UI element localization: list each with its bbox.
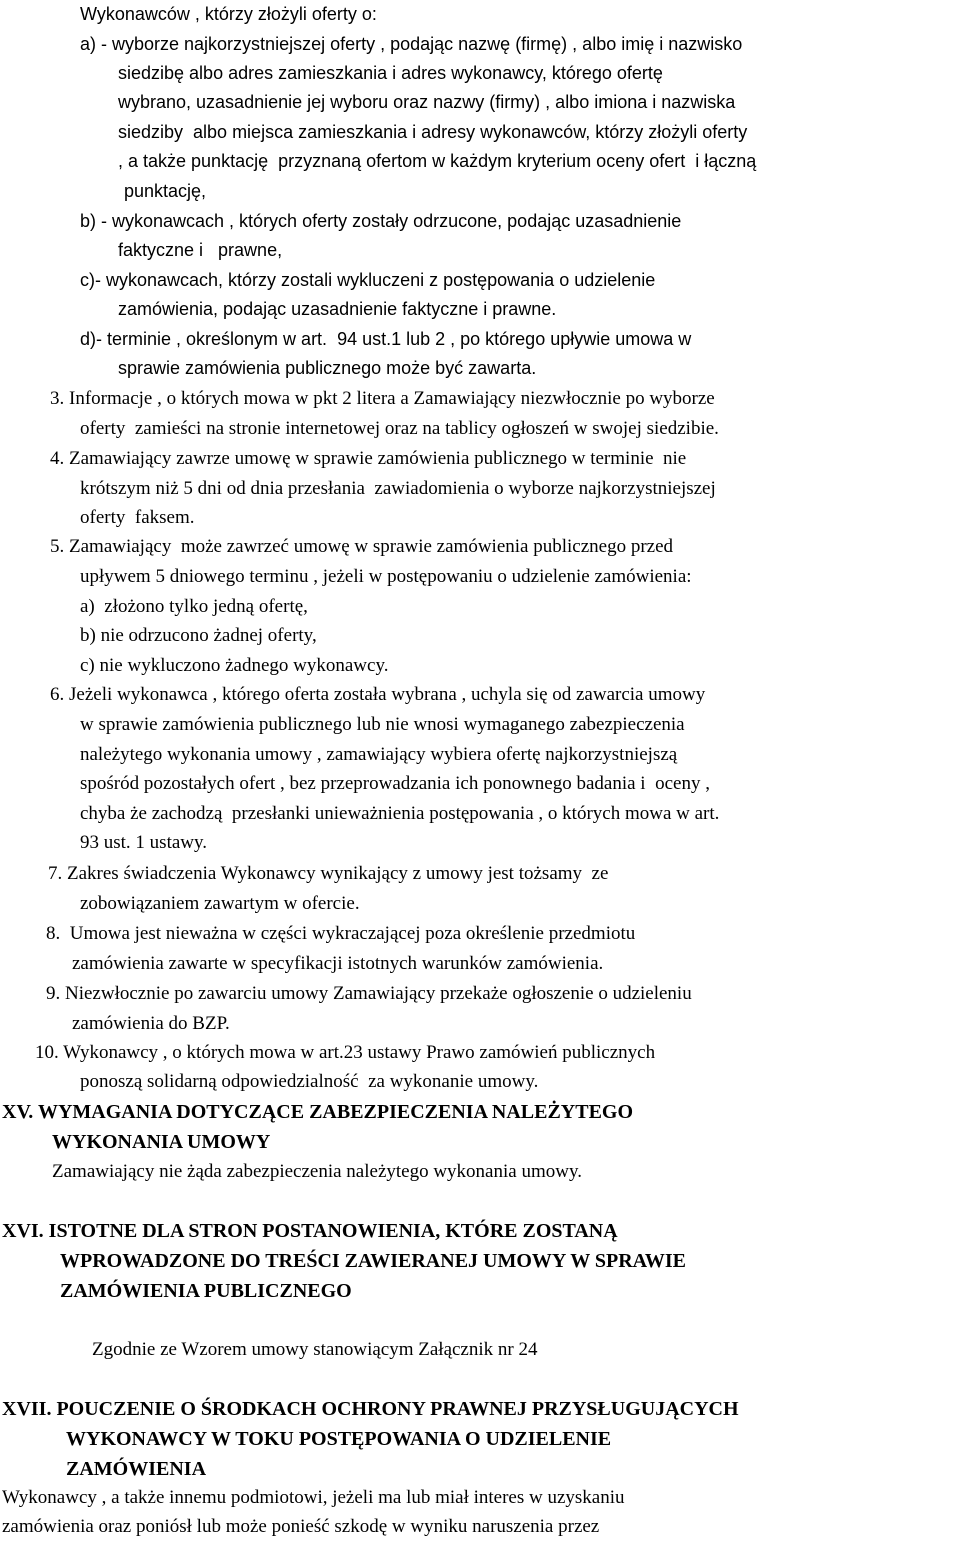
text-line: 7. Zakres świadczenia Wykonawcy wynikający z umowy jest tożsamy ze	[48, 863, 609, 884]
text-line: 5. Zamawiający może zawrzeć umowę w sprawie zamówienia publicznego przed	[50, 536, 674, 557]
section-heading: WPROWADZONE DO TREŚCI ZAWIERANEJ UMOWY W SPRAWIE	[60, 1250, 687, 1272]
text-line: 93 ust. 1 ustawy.	[80, 832, 208, 853]
text-line: sprawie zamówienia publicznego może być zawarta.	[118, 358, 537, 378]
text-line: 3. Informacje , o których mowa w pkt 2 litera a Zamawiający niezwłocznie po wyborze	[50, 388, 715, 409]
section-heading: XVII. POUCZENIE O ŚRODKACH OCHRONY PRAWNEJ PRZYSŁUGUJĄCYCH	[2, 1398, 739, 1420]
text-line: Zgodnie ze Wzorem umowy stanowiącym Załącznik nr 24	[92, 1339, 538, 1360]
text-line: krótszym niż 5 dni od dnia przesłania zawiadomienia o wyborze najkorzystniejszej	[80, 478, 716, 499]
text-line: zobowiązaniem zawartym w ofercie.	[80, 893, 360, 914]
text-line: wybrano, uzasadnienie jej wyboru oraz nazwy (firmy) , albo imiona i nazwiska	[118, 92, 736, 112]
section-heading: ZAMÓWIENIA	[66, 1458, 207, 1480]
section-heading: XV. WYMAGANIA DOTYCZĄCE ZABEZPIECZENIA NALEŻYTEGO	[2, 1101, 634, 1123]
text-line: w sprawie zamówienia publicznego lub nie wnosi wymaganego zabezpieczenia	[80, 714, 685, 735]
text-line: Wykonawców , którzy złożyli oferty o:	[80, 4, 377, 24]
text-line: upływem 5 dniowego terminu , jeżeli w postępowaniu o udzielenie zamówienia:	[80, 566, 692, 587]
text-line: zamówienia do BZP.	[72, 1013, 230, 1034]
section-heading: WYKONANIA UMOWY	[52, 1131, 271, 1153]
section-heading: WYKONAWCY W TOKU POSTĘPOWANIA O UDZIELENIE	[66, 1428, 612, 1450]
text-line: 6. Jeżeli wykonawca , którego oferta została wybrana , uchyla się od zawarcia umowy	[50, 684, 706, 705]
text-line: należytego wykonania umowy , zamawiający wybiera ofertę najkorzystniejszą	[80, 744, 678, 765]
text-line: a) - wyborze najkorzystniejszej oferty , podając nazwę (firmę) , albo imię i nazwisko	[80, 34, 743, 54]
text-line: oferty zamieści na stronie internetowej oraz na tablicy ogłoszeń w swojej siedzibie.	[80, 418, 719, 439]
text-line: chyba że zachodzą przesłanki unieważnienia postępowania , o których mowa w art.	[80, 803, 720, 824]
text-line: 9. Niezwłocznie po zawarciu umowy Zamawiający przekaże ogłoszenie o udzieleniu	[46, 983, 692, 1004]
text-line: oferty faksem.	[80, 507, 195, 528]
text-line: zamówienia oraz poniósł lub może ponieść szkodę w wyniku naruszenia przez	[2, 1516, 600, 1537]
text-line: siedziby albo miejsca zamieszkania i adresy wykonawców, którzy złożyli oferty	[118, 122, 748, 142]
text-line: Wykonawcy , a także innemu podmiotowi, jeżeli ma lub miał interes w uzyskaniu	[2, 1487, 625, 1508]
text-line: punktację,	[124, 181, 207, 201]
text-line: faktyczne i prawne,	[118, 240, 283, 260]
text-line: a) złożono tylko jedną ofertę,	[80, 596, 308, 617]
section-heading: XVI. ISTOTNE DLA STRON POSTANOWIENIA, KTÓRE ZOSTANĄ	[2, 1220, 618, 1242]
text-line: , a także punktację przyznaną ofertom w każdym kryterium oceny ofert i łączną	[118, 151, 757, 171]
section-heading: ZAMÓWIENIA PUBLICZNEGO	[60, 1280, 352, 1302]
text-line: 10. Wykonawcy , o których mowa w art.23 ustawy Prawo zamówień publicznych	[35, 1042, 656, 1063]
text-line: d)- terminie , określonym w art. 94 ust.1 lub 2 , po którego upływie umowa w	[80, 329, 692, 349]
text-line: 4. Zamawiający zawrze umowę w sprawie zamówienia publicznego w terminie nie	[50, 448, 687, 469]
text-line: ponoszą solidarną odpowiedzialność za wykonanie umowy.	[80, 1071, 539, 1092]
text-line: siedzibę albo adres zamieszkania i adres wykonawcy, którego ofertę	[118, 63, 663, 83]
text-line: b) nie odrzucono żadnej oferty,	[80, 625, 317, 646]
text-line: Zamawiający nie żąda zabezpieczenia należytego wykonania umowy.	[52, 1161, 582, 1182]
text-line: zamówienia, podając uzasadnienie faktyczne i prawne.	[118, 299, 557, 319]
text-line: zamówienia zawarte w specyfikacji istotnych warunków zamówienia.	[72, 953, 604, 974]
text-line: b) - wykonawcach , których oferty zostały odrzucone, podając uzasadnienie	[80, 211, 682, 231]
text-line: c) nie wykluczono żadnego wykonawcy.	[80, 655, 389, 676]
text-line: 8. Umowa jest nieważna w części wykraczającej poza określenie przedmiotu	[46, 923, 636, 944]
text-line: c)- wykonawcach, którzy zostali wykluczeni z postępowania o udzielenie	[80, 270, 656, 290]
text-line: spośród pozostałych ofert , bez przeprowadzania ich ponownego badania i oceny ,	[80, 773, 710, 794]
